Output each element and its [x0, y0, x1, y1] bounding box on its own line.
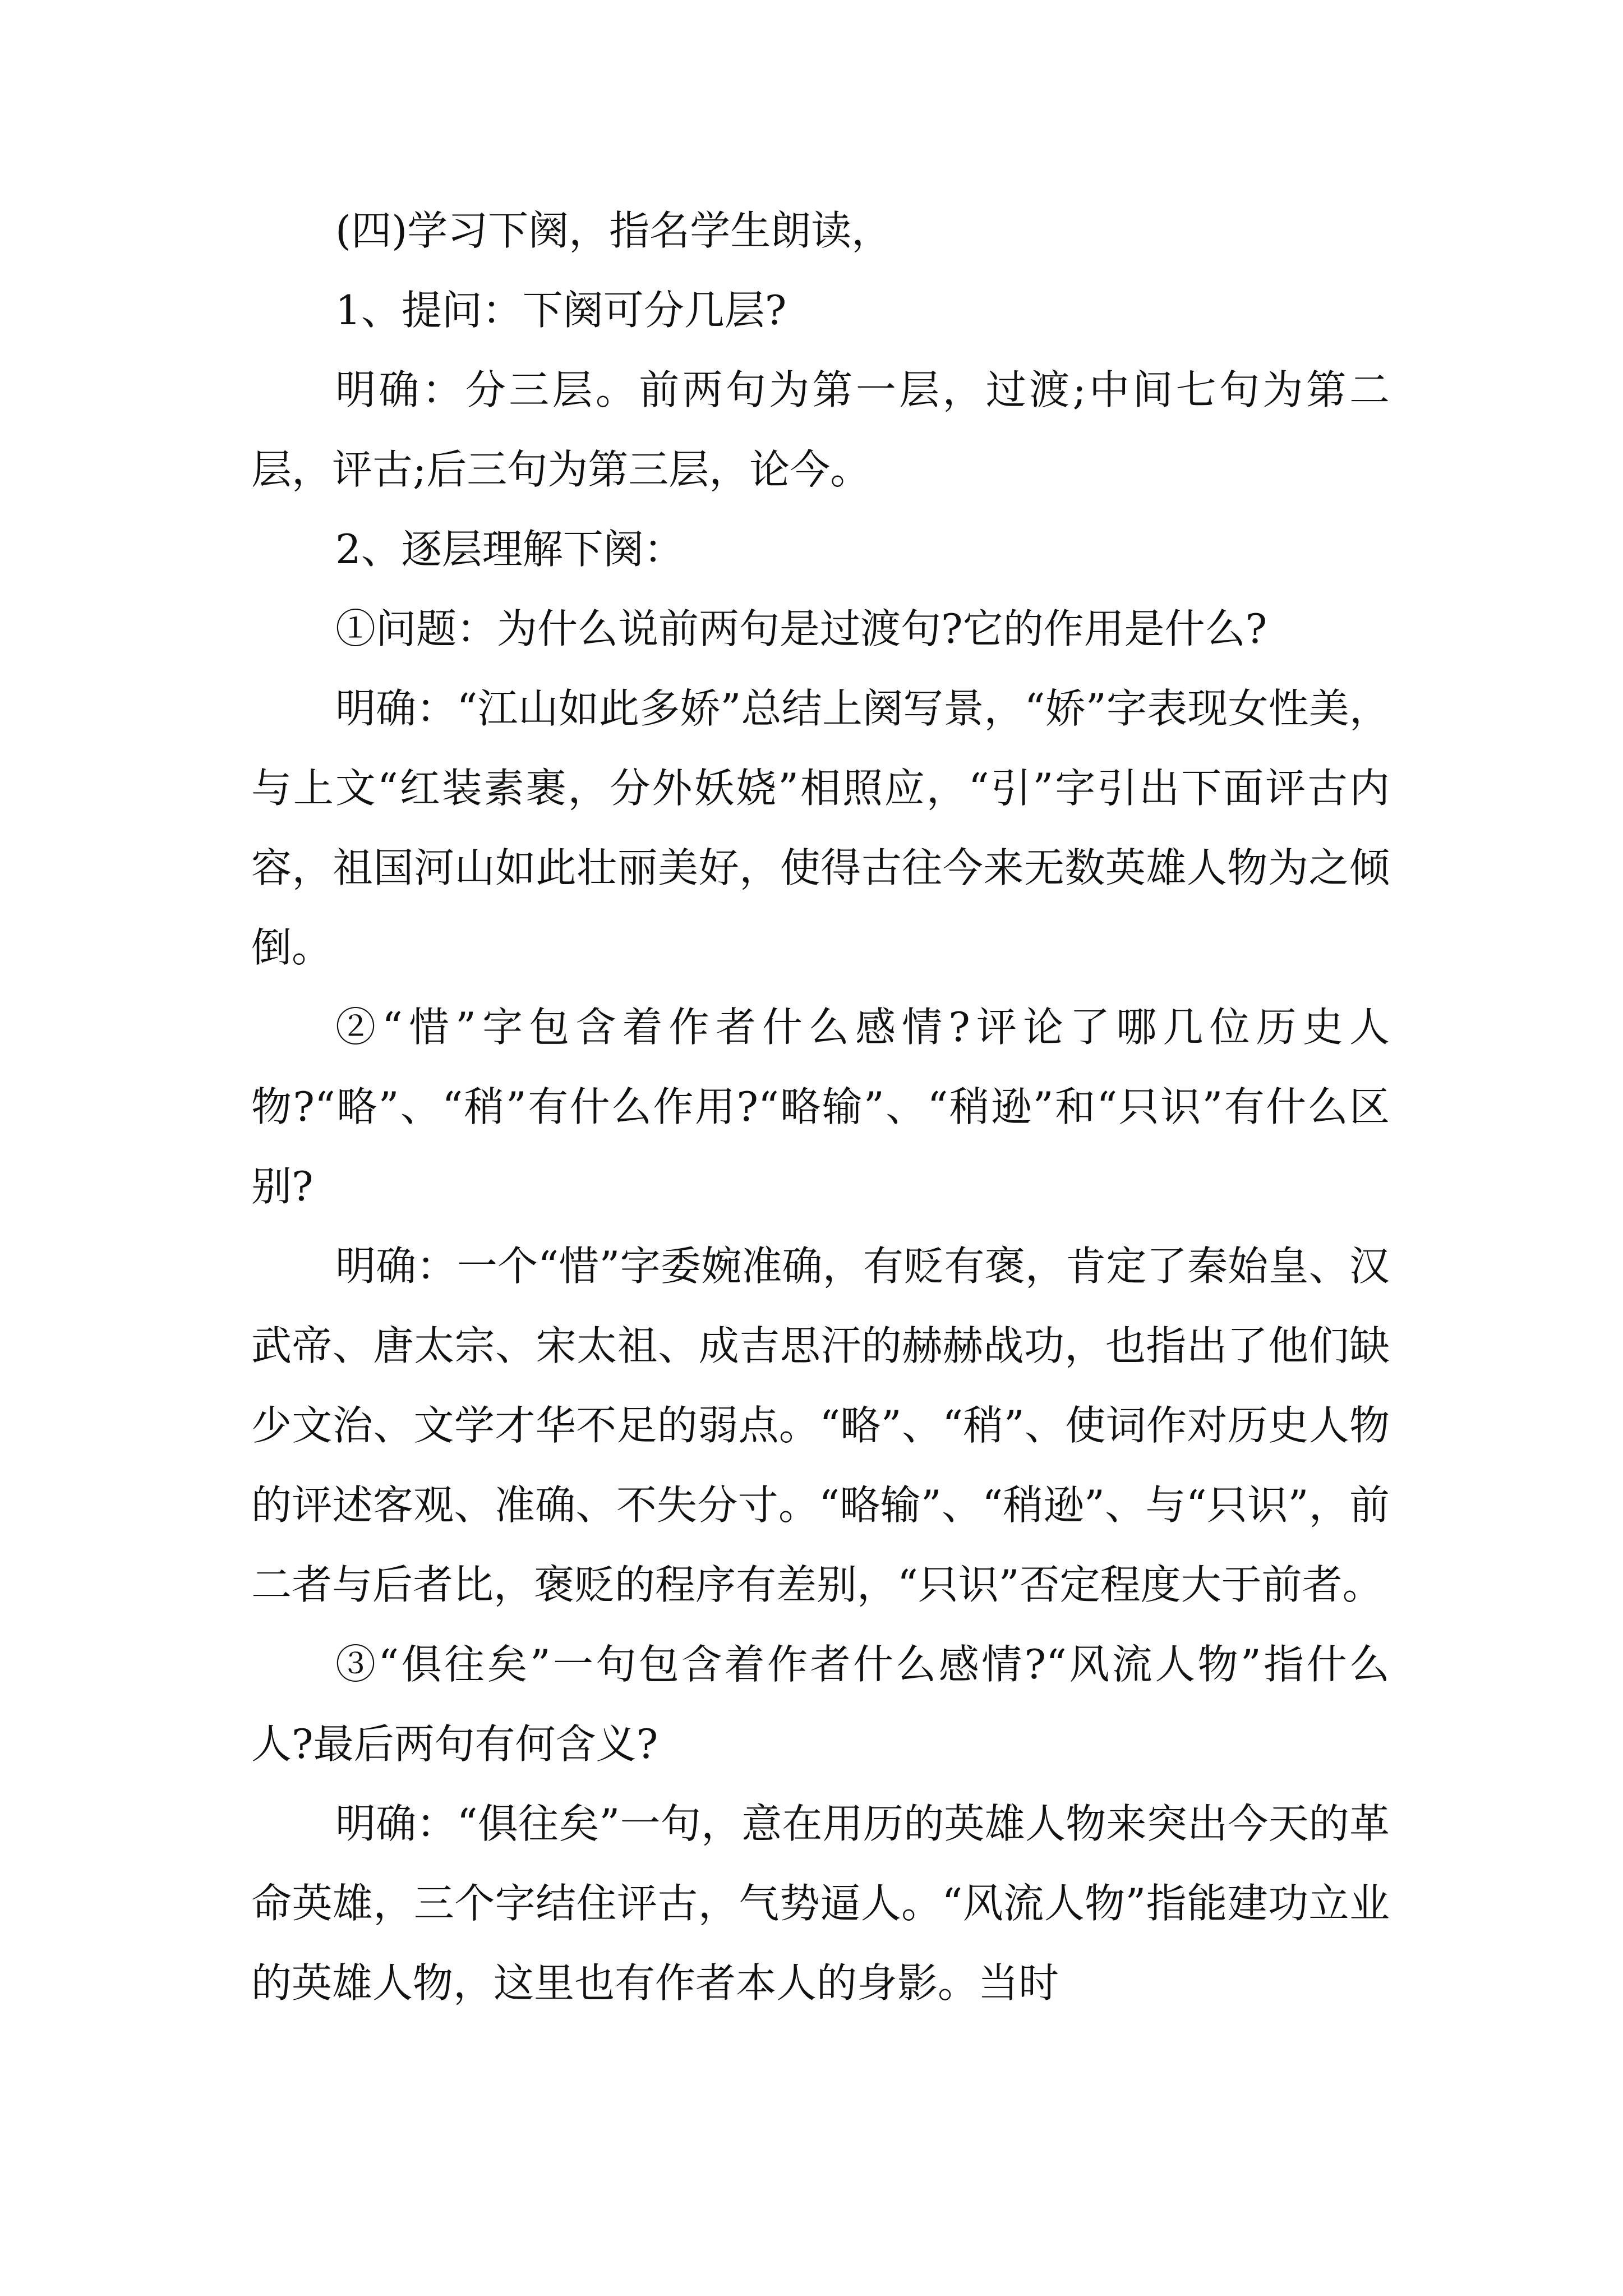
question-xi-character: ②“惜”字包含着作者什么感情?评论了哪几位历史人物?“略”、“稍”有什么作用?“略输”、“稍逊”和“只识”有什么区别? — [251, 1004, 1390, 1210]
answer-ju-wang-yi: 明确：“俱往矣”一句，意在用历的英雄人物来突出今天的革命英雄，三个字结住评古，气势逼人。“风流人物”指能建功立业的英雄人物，这里也有作者本人的身影。当时 — [251, 1800, 1390, 2007]
section-heading-part-four: (四)学习下阕，指名学生朗读， — [335, 207, 892, 254]
step-understand-layers: 2、逐层理解下阕： — [335, 526, 684, 573]
answer-transition: 明确：“江山如此多娇”总结上阕写景，“娇”字表现女性美，与上文“红装素裹，分外妖娆”相照应，“引”字引出下面评古内容，祖国河山如此壮丽美好，使得古往今来无数英雄人物为之倾倒。 — [251, 685, 1390, 971]
question-layers: 1、提问：下阕可分几层? — [335, 287, 787, 334]
answer-layers: 明确：分三层。前两句为第一层，过渡;中间七句为第二层，评古;后三句为第三层，论今。 — [251, 366, 1390, 493]
question-transition: ①问题：为什么说前两句是过渡句?它的作用是什么? — [335, 605, 1267, 652]
answer-xi-character: 明确：一个“惜”字委婉准确，有贬有褒，肯定了秦始皇、汉武帝、唐太宗、宋太祖、成吉思汗的赫赫战功，也指出了他们缺少文治、文学才华不足的弱点。“略”、“稍”、使词作对历史人物的评述客观、准确、不失分寸。“略输”、“稍逊”、与“只识”，前二者与后者比，褒贬的程序有差别，“只识”否定程度大于前者。 — [251, 1243, 1390, 1608]
document-body — [251, 191, 1390, 2023]
question-ju-wang-yi: ③“俱往矣”一句包含着作者什么感情?“风流人物”指什么人?最后两句有何含义? — [251, 1641, 1390, 1768]
